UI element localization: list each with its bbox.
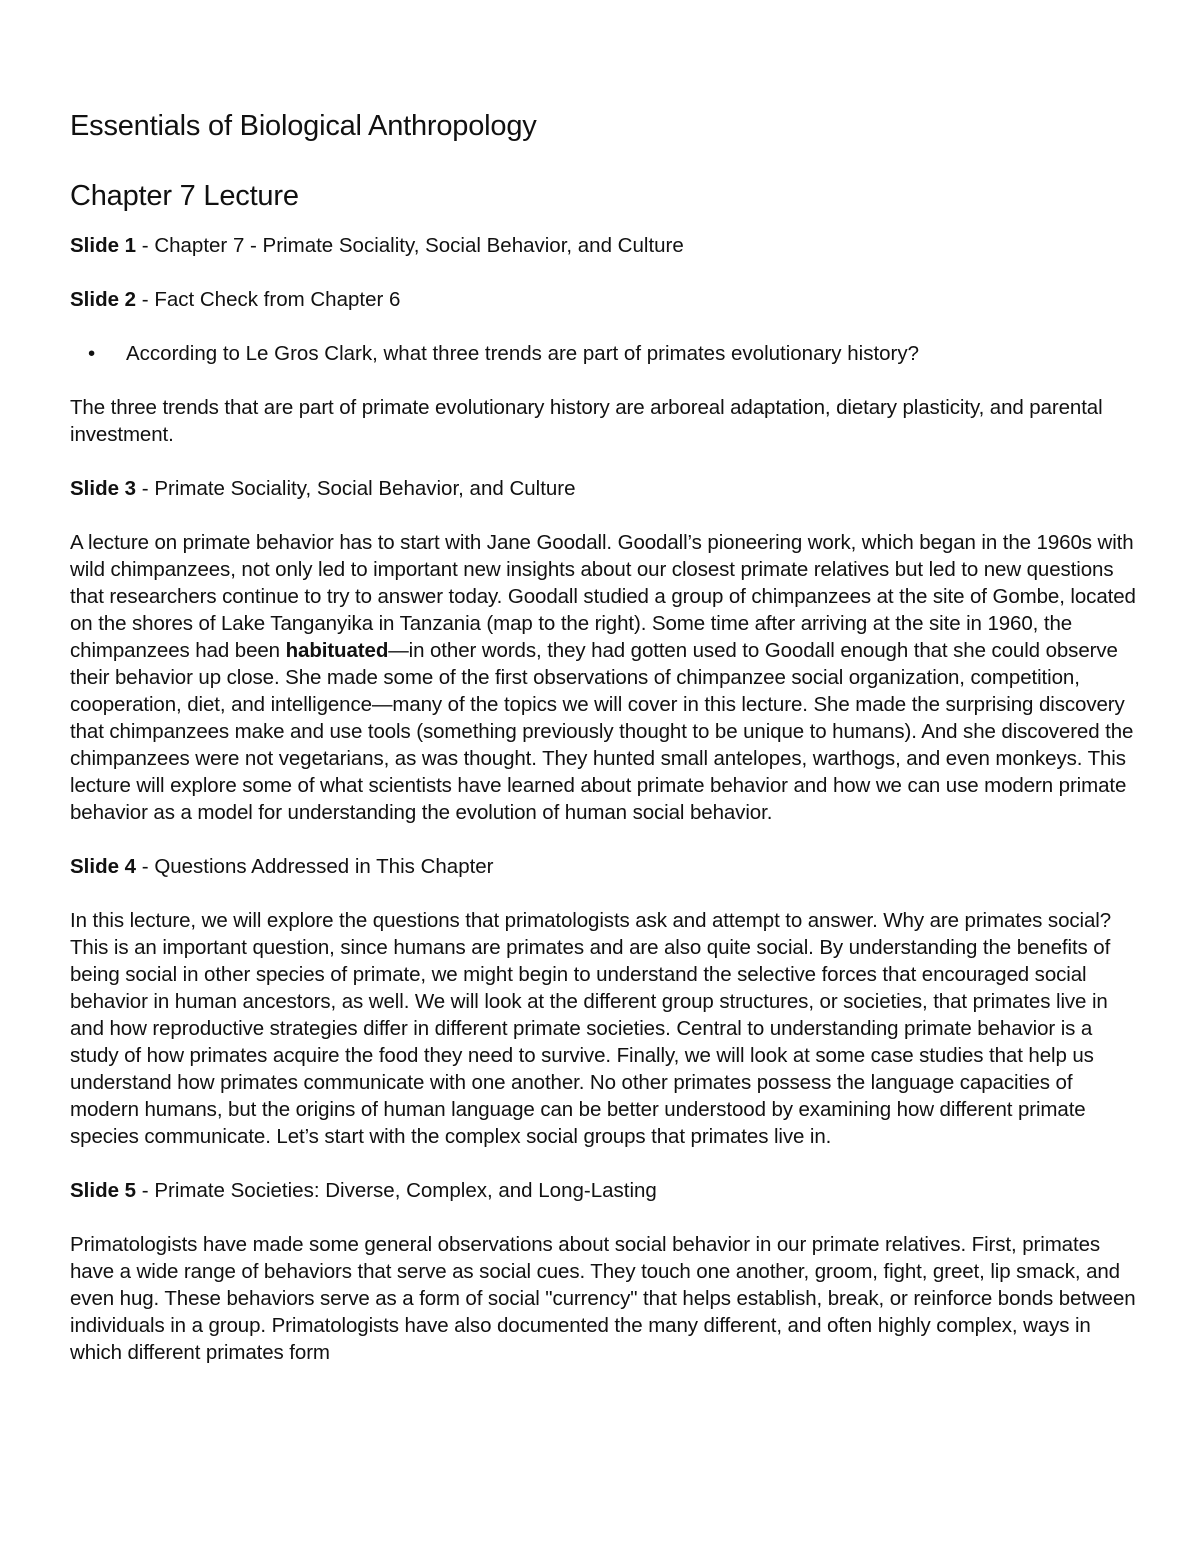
slide-5-heading xyxy=(70,1177,1140,1204)
slide-3-label: Slide 3 xyxy=(70,477,137,500)
slide-3-title: Primate Sociality, Social Behavior, and Culture xyxy=(154,477,576,500)
slide-1-label: Slide 1 xyxy=(70,234,137,257)
document-page xyxy=(70,104,1140,1366)
slide-2-heading xyxy=(70,286,1140,313)
slide-2-title: Fact Check from Chapter 6 xyxy=(154,288,401,311)
slide-4-label: Slide 4 xyxy=(70,855,137,878)
slide-2-bullet-list xyxy=(70,340,1140,367)
slide-3-body xyxy=(70,529,1140,826)
list-item xyxy=(70,340,1140,367)
slide-4-heading xyxy=(70,853,1140,880)
slide-2-question: According to Le Gros Clark, what three trends are part of primates evolutionary history? xyxy=(126,342,920,365)
bullet-icon: • xyxy=(88,342,96,365)
slide-1-separator: - xyxy=(136,234,155,257)
slide-5-body: Primatologists have made some general observations about social behavior in our primate relatives. First, primates have a wide range of behaviors that serve as social cues. They touch one another, groom, fight, greet, lip smack, and even hug. These behaviors serve as a form of social "currency" that helps establish, break, or reinforce bonds between individuals in a group. Primatologists have also documented the many different, and often highly complex, ways in which different primates form xyxy=(70,1233,1136,1364)
slide-3-separator: - xyxy=(136,477,155,500)
slide-2-body: The three trends that are part of primate evolutionary history are arboreal adaptation, dietary plasticity, and parental investment. xyxy=(70,396,1103,446)
slide-4-body: In this lecture, we will explore the questions that primatologists ask and attempt to answer. Why are primates social? This is an important question, since humans are primates and are also quite social. By understanding the benefits of being social in other species of primate, we might begin to understand the selective forces that encouraged social behavior in human ancestors, as well. We will look at the different group structures, or societies, that primates live in and how reproductive strategies differ in different primate societies. Central to understanding primate behavior is a study of how primates acquire the food they need to survive. Finally, we will look at some case studies that help us understand how primates communicate with one another. No other primates possess the language capacities of modern humans, but the origins of human language can be better understood by examining how different primate species communicate. Let’s start with the complex social groups that primates live in. xyxy=(70,909,1112,1148)
document-title: Essentials of Biological Anthropology xyxy=(70,110,537,142)
slide-5-title: Primate Societies: Diverse, Complex, and Long-Lasting xyxy=(154,1179,657,1202)
slide-3-body-part1: A lecture on primate behavior has to start with Jane Goodall. Goodall’s pioneering work, which began in the 1960s with wild chimpanzees, not only led to important new insights about our closest primate relatives but led to new questions that researchers continue to try to answer today. Goodall studied a group of chimpanzees at the site of Gombe, located on the shores of Lake Tanganyika in Tanzania (map to the right). Some time after arriving at the site in 1960, the chimpanzees had been xyxy=(70,531,1136,662)
chapter-title: Chapter 7 Lecture xyxy=(70,180,299,212)
slide-4-separator: - xyxy=(136,855,155,878)
slide-1-title: Chapter 7 - Primate Sociality, Social Behavior, and Culture xyxy=(154,234,684,257)
slide-2-separator: - xyxy=(136,288,155,311)
habituated-term: habituated xyxy=(285,639,389,662)
slide-5-separator: - xyxy=(136,1179,155,1202)
slide-4-title: Questions Addressed in This Chapter xyxy=(154,855,494,878)
slide-3-body-part2: —in other words, they had gotten used to Goodall enough that she could observe their behavior up close. She made some of the first observations of chimpanzee social organization, competition, cooperation, diet, and intelligence—many of the topics we will cover in this lecture. She made the surprising discovery that chimpanzees make and use tools (something previously thought to be unique to humans). And she discovered the chimpanzees were not vegetarians, as was thought. They hunted small antelopes, warthogs, and even monkeys. This lecture will explore some of what scientists have learned about primate behavior and how we can use modern primate behavior as a model for understanding the evolution of human social behavior. xyxy=(70,639,1134,824)
slide-1-heading xyxy=(70,232,1140,259)
slide-5-label: Slide 5 xyxy=(70,1179,137,1202)
slide-2-label: Slide 2 xyxy=(70,288,137,311)
slide-3-heading xyxy=(70,475,1140,502)
